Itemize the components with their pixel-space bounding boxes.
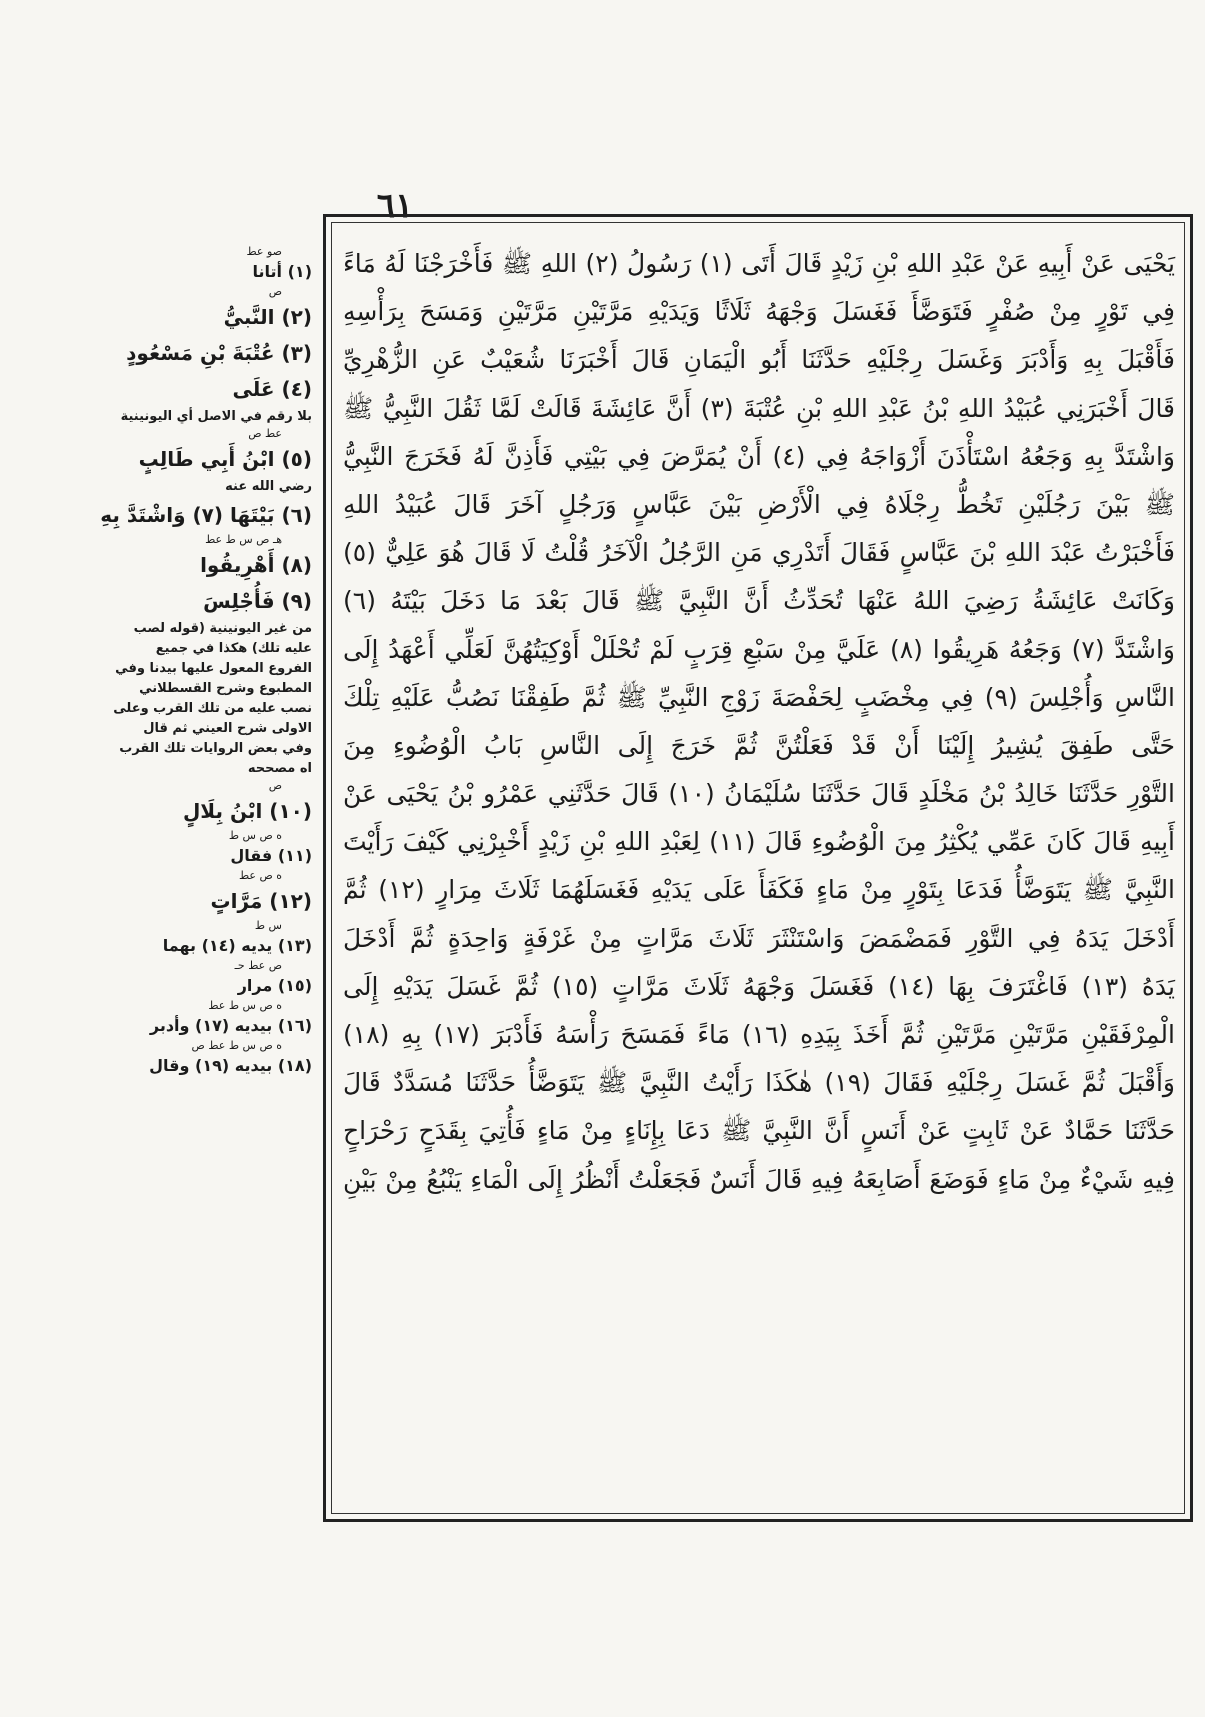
margin-note: ص (268, 285, 282, 298)
margin-note: ص (268, 779, 282, 792)
margin-note: (٢) النَّبيُّ (223, 305, 312, 329)
text-line: قَالَ أَخْبَرَنِي عُبَيْدُ اللهِ بْنُ عَبْدِ اللهِ بْنِ عُتْبَةَ (٣) أَنَّ عَائِشَةَ قَالَتْ لَمَّا ثَقُلَ النَّبِيُّ ﷺ (343, 393, 1176, 423)
margin-note: ه ص س ط عط (208, 999, 282, 1012)
margin-note: ه ص س ط عط ص (191, 1039, 282, 1052)
text-line: يَدَهُ (١٣) فَاغْتَرَفَ بِهَا (١٤) فَغَسَلَ وَجْهَهُ ثَلَاثَ مَرَّاتٍ (١٥) ثُمَّ غَسَلَ يَدَيْهِ إِلَى (343, 971, 1175, 1001)
text-line: وَاشْتَدَّ بِهِ وَجَعُهُ اسْتَأْذَنَ أَزْوَاجَهُ فِي (٤) أَنْ يُمَرَّضَ فِي بَيْتِي فَأَذِنَّ لَهُ فَخَرَجَ النَّبِيُّ (343, 441, 1175, 471)
margin-note: (٦) بَيْتَهَا (٧) وَاشْتَدَّ بِهِ (100, 503, 312, 527)
margin-note: (١٢) مَرَّاتٍ (210, 889, 312, 913)
margin-note: عط ص (248, 427, 282, 440)
margin-note: صو عط (246, 245, 282, 258)
margin-note: (١) أتانا (252, 262, 312, 281)
page-number: ٦١ (376, 186, 414, 226)
main-hadith-text (343, 240, 1175, 1510)
text-line: فَأَخْبَرْتُ عَبْدَ اللهِ بْنَ عَبَّاسٍ فَقَالَ أَتَدْرِي مَنِ الرَّجُلُ الْآخَرُ قُلْتُ لَا قَالَ هُوَ عَلِيٌّ (٥) (343, 538, 1175, 568)
text-line: الْمِرْفَقَيْنِ مَرَّتَيْنِ مَرَّتَيْنِ ثُمَّ أَخَذَ بِيَدِهِ (١٦) مَاءً فَمَسَحَ رَأْسَهُ فَأَدْبَرَ (١٧) بِهِ (١٨) (343, 1020, 1175, 1049)
text-line: النَّبِيَّ ﷺ يَتَوَضَّأُ فَدَعَا بِتَوْرٍ مِنْ مَاءٍ فَكَفَأَ عَلَى يَدَيْهِ فَغَسَلَهُمَا ثَلَاثَ مِرَارٍ (١٢) ثُمَّ (343, 875, 1176, 905)
text-line: وَأَقْبَلَ ثُمَّ غَسَلَ رِجْلَيْهِ فَقَالَ (١٩) هٰكَذَا رَأَيْتُ النَّبِيَّ ﷺ يَتَوَضَّأُ حَدَّثَنَا مُسَدَّدٌ قَالَ (343, 1068, 1176, 1098)
margin-note: (٩) فَأُجْلِسَ (203, 589, 312, 613)
margin-note: (١٠) ابْنُ بِلَالٍ (182, 799, 312, 823)
text-line: التَّوْرِ حَدَّثَنَا خَالِدُ بْنُ مَخْلَدٍ قَالَ حَدَّثَنَا سُلَيْمَانُ (١٠) قَالَ حَدَّثَنِي عَمْرُو بْنُ يَحْيَى عَنْ (343, 779, 1175, 809)
margin-note: (١٥) مرار (237, 976, 312, 995)
margin-note: (٣) عُتْبَةَ بْنِ مَسْعُودٍ (126, 341, 312, 365)
margin-note: بلا رقم في الاصل أي اليونينية (120, 409, 312, 424)
margin-note: ه ص س ط (228, 829, 282, 842)
margin-note: رضي الله عنه (225, 479, 312, 494)
text-line: ﷺ بَيْنَ رَجُلَيْنِ تَخُطُّ رِجْلَاهُ فِي الْأَرْضِ بَيْنَ عَبَّاسٍ وَرَجُلٍ آخَرَ قَالَ عُبَيْدُ اللهِ (343, 489, 1175, 519)
text-line: فِي تَوْرٍ مِنْ صُفْرٍ فَتَوَضَّأَ فَغَسَلَ وَجْهَهُ ثَلَاثًا وَيَدَيْهِ مَرَّتَيْنِ مَرَّتَيْنِ وَمَسَحَ بِرَأْسِهِ (343, 297, 1175, 327)
text-line: فِيهِ شَيْءٌ مِنْ مَاءٍ فَوَضَعَ أَصَابِعَهُ فِيهِ قَالَ أَنَسٌ فَجَعَلْتُ أَنْظُرُ إِلَى الْمَاءِ يَنْبُعُ مِنْ بَيْنِ (343, 1164, 1175, 1194)
margin-note: (٤) عَلَى (232, 377, 312, 401)
margin-note: (١١) فقال (230, 846, 312, 865)
text-line: وَاشْتَدَّ (٧) وَجَعُهُ هَرِيقُوا (٨) عَلَيَّ مِنْ سَبْعِ قِرَبٍ لَمْ تُحْلَلْ أَوْكِيَتُهُنَّ لَعَلِّي أَعْهَدُ إِلَى (343, 634, 1175, 664)
margin-note: (٨) أَهْرِيقُوا (200, 553, 312, 577)
margin-note: هـ ص س ط عط (205, 533, 282, 546)
text-line: النَّاسِ وَأُجْلِسَ (٩) فِي مِخْضَبٍ لِحَفْصَةَ زَوْجِ النَّبِيِّ ﷺ ثُمَّ طَفِقْنَا نَصُبُّ عَلَيْهِ تِلْكَ (343, 682, 1176, 712)
margin-note: (١٦) بيديه (١٧) وأدبر (149, 1016, 312, 1035)
text-line: يَحْيَى عَنْ أَبِيهِ عَنْ عَبْدِ اللهِ بْنِ زَيْدٍ قَالَ أَتَى (١) رَسُولُ (٢) اللهِ ﷺ فَأَخْرَجْنَا لَهُ مَاءً (343, 249, 1175, 278)
margin-note: ص عط حـ (234, 959, 282, 972)
text-line: وَكَانَتْ عَائِشَةُ رَضِيَ اللهُ عَنْهَا تُحَدِّثُ أَنَّ النَّبِيَّ ﷺ قَالَ بَعْدَ مَا دَخَلَ بَيْتَهُ (٦) (343, 586, 1175, 616)
margin-note: من غير اليونينية (قوله لصب عليه تلك) هكذا في جميع الفروع المعول عليها بيدنا وفي المطبوع وشرح القسطلاني نصب عليه من تلك القرب وعلى الاولى شرح العيني ثم قال وفي بعض الروايات تلك القرب اه مصححه (113, 621, 312, 776)
margin-note: (٥) ابْنُ أَبِي طَالِبٍ (138, 447, 312, 471)
text-line: حَتَّى طَفِقَ يُشِيرُ إِلَيْنَا أَنْ قَدْ فَعَلْتُنَّ ثُمَّ خَرَجَ إِلَى النَّاسِ بَابُ الْوُضُوءِ مِنَ (343, 730, 1175, 760)
margin-note: س ط (254, 919, 282, 932)
text-line: أَبِيهِ قَالَ كَانَ عَمِّي يُكْثِرُ مِنَ الْوُضُوءِ قَالَ (١١) لِعَبْدِ اللهِ بْنِ زَيْدٍ أَخْبِرْنِي كَيْفَ رَأَيْتَ (343, 827, 1175, 857)
text-line: فَأَقْبَلَ بِهِ وَأَدْبَرَ وَغَسَلَ رِجْلَيْهِ حَدَّثَنَا أَبُو الْيَمَانِ قَالَ أَخْبَرَنَا شُعَيْبٌ عَنِ الزُّهْرِيِّ (343, 345, 1175, 375)
margin-note: (١٨) بيديه (١٩) وقال (149, 1056, 312, 1075)
text-line: حَدَّثَنَا حَمَّادٌ عَنْ ثَابِتٍ عَنْ أَنَسٍ أَنَّ النَّبِيَّ ﷺ دَعَا بِإِنَاءٍ مِنْ مَاءٍ فَأُتِيَ بِقَدَحٍ رَحْرَاحٍ (343, 1116, 1175, 1146)
text-line: أَدْخَلَ يَدَهُ فِي التَّوْرِ فَمَضْمَضَ وَاسْتَنْثَرَ ثَلَاثَ مَرَّاتٍ مِنْ غَرْفَةٍ وَاحِدَةٍ ثُمَّ أَدْخَلَ (343, 923, 1175, 953)
margin-variant-notes (100, 245, 312, 1685)
margin-note: (١٣) يديه (١٤) بهما (162, 936, 312, 955)
margin-note: ه ص عط (238, 869, 282, 882)
